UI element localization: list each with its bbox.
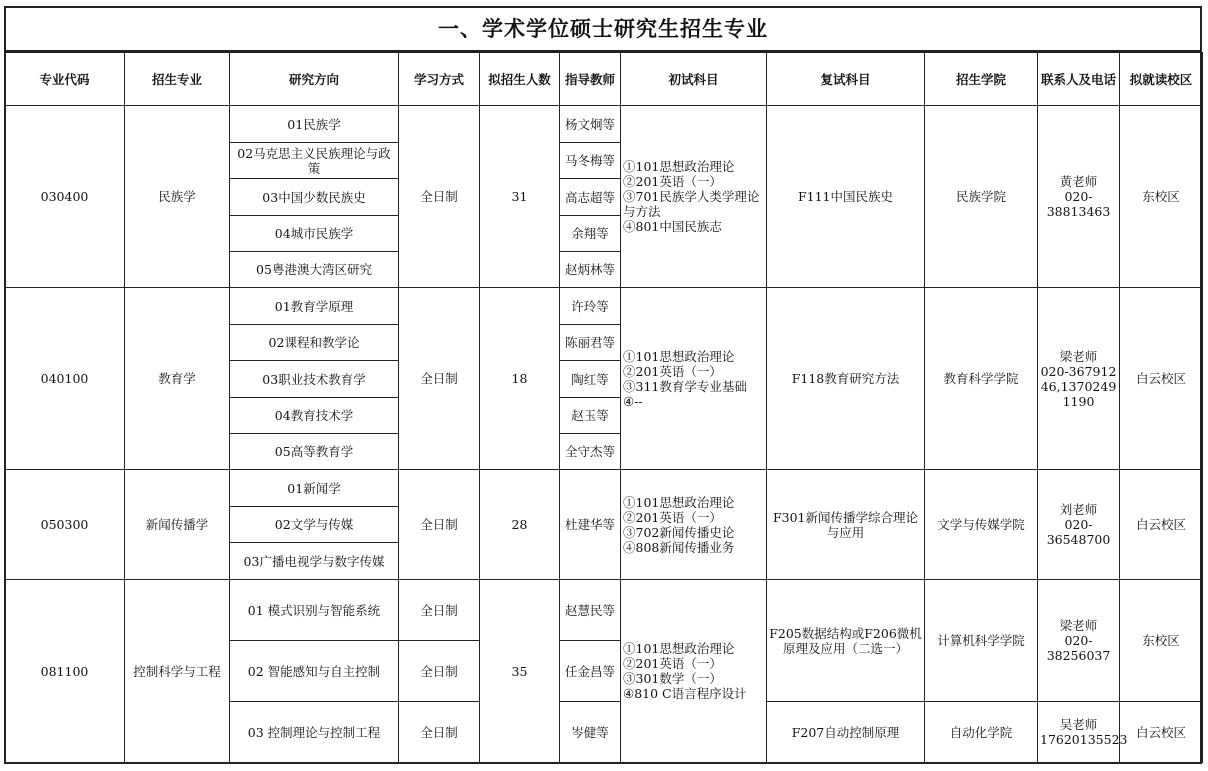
prelim-exams — [621, 288, 767, 470]
header-mode: 学习方式 — [399, 53, 480, 106]
study-mode: 全日制 — [399, 470, 480, 580]
header-row — [5, 53, 1203, 106]
teacher-cell: 赵玉等 — [560, 398, 621, 434]
retest-subject: F111中国民族史 — [767, 106, 925, 288]
contact-name: 吴老师 — [1059, 717, 1098, 732]
exam-item: ③701民族学人类学理论与方法 — [623, 189, 760, 219]
retest-subject: F118教育研究方法 — [767, 288, 925, 470]
direction-cell: 03 控制理论与控制工程 — [230, 702, 399, 763]
contact-name: 黄老师 — [1059, 174, 1098, 189]
header-contact: 联系人及电话 — [1038, 53, 1120, 106]
contact-name: 梁老师 — [1059, 348, 1098, 364]
exam-item: ①101思想政治理论 — [623, 348, 735, 364]
exam-item: ③301数学（一） — [623, 671, 722, 686]
exam-item: ④-- — [623, 393, 643, 409]
teacher-cell: 赵慧民等 — [560, 580, 621, 641]
direction-cell: 04城市民族学 — [230, 216, 399, 252]
teacher-cell: 马冬梅等 — [560, 143, 621, 179]
exam-item: ①101思想政治理论 — [623, 641, 735, 656]
teacher-cell: 任金昌等 — [560, 641, 621, 702]
contact-phone: 020-38813463 — [1046, 189, 1111, 219]
retest-subject: F205数据结构或F206微机原理及应用（二选一） — [767, 580, 925, 702]
direction-cell: 02课程和教学论 — [230, 325, 399, 361]
header-direction: 研究方向 — [230, 53, 399, 106]
teacher-cell: 高志超等 — [560, 179, 621, 216]
direction-cell: 05高等教育学 — [230, 434, 399, 470]
college: 教育科学学院 — [925, 288, 1038, 470]
contact — [1038, 470, 1120, 580]
college: 民族学院 — [925, 106, 1038, 288]
header-campus: 拟就读校区 — [1120, 53, 1203, 106]
exam-item: ②201英语（一） — [623, 656, 722, 671]
header-retest: 复试科目 — [767, 53, 925, 106]
header-teacher: 指导教师 — [560, 53, 621, 106]
direction-cell: 01 模式识别与智能系统 — [230, 580, 399, 641]
contact-phone: 020-36791246,13702491190 — [1040, 363, 1117, 409]
page-title: 一、学术学位硕士研究生招生专业 — [4, 6, 1202, 52]
table-row — [5, 106, 1203, 143]
direction-cell: 04教育技术学 — [230, 398, 399, 434]
teacher-cell: 许玲等 — [560, 288, 621, 325]
teacher-cell: 全守杰等 — [560, 434, 621, 470]
direction-cell: 01教育学原理 — [230, 288, 399, 325]
contact — [1038, 702, 1128, 763]
quota: 18 — [480, 288, 560, 470]
direction-cell: 03职业技术教育学 — [230, 361, 399, 398]
contact-name: 刘老师 — [1059, 502, 1098, 517]
header-code: 专业代码 — [5, 53, 125, 106]
retest-subject: F207自动控制原理 — [767, 702, 925, 763]
prelim-exams — [621, 580, 767, 763]
retest-subject: F301新闻传播学综合理论与应用 — [767, 470, 925, 580]
exam-item: ④810 C语言程序设计 — [623, 686, 747, 701]
header-quota: 拟招生人数 — [480, 53, 560, 106]
study-mode: 全日制 — [399, 288, 480, 470]
direction-cell: 03广播电视学与数字传媒 — [230, 543, 399, 580]
campus: 白云校区 — [1120, 702, 1203, 763]
contact — [1038, 580, 1120, 702]
header-prelim: 初试科目 — [621, 53, 767, 106]
college: 文学与传媒学院 — [925, 470, 1038, 580]
exam-item: ④808新闻传播业务 — [623, 539, 735, 555]
major-code: 040100 — [5, 288, 125, 470]
major-name: 民族学 — [125, 106, 230, 288]
direction-cell: 01民族学 — [230, 106, 399, 143]
contact-phone: 020-36548700 — [1046, 517, 1111, 547]
contact-phone: 020-38256037 — [1046, 633, 1111, 663]
exam-item: ④801中国民族志 — [623, 219, 722, 234]
quota: 35 — [480, 580, 560, 763]
prelim-exams — [621, 106, 767, 288]
exam-item: ②201英语（一） — [623, 509, 722, 525]
exam-item: ③702新闻传播史论 — [623, 524, 735, 540]
header-college: 招生学院 — [925, 53, 1038, 106]
contact-phone: 17620135523 — [1040, 732, 1128, 747]
teacher-cell: 陶红等 — [560, 361, 621, 398]
major-name: 新闻传播学 — [125, 470, 230, 580]
college: 计算机科学学院 — [925, 580, 1038, 702]
exam-item: ②201英语（一） — [623, 174, 722, 189]
teacher-cell: 赵炳林等 — [560, 252, 621, 288]
exam-item: ①101思想政治理论 — [623, 159, 735, 174]
contact-name: 梁老师 — [1059, 618, 1098, 633]
teacher-cell: 杜建华等 — [560, 470, 621, 580]
table-row — [5, 470, 1203, 507]
direction-cell: 05粤港澳大湾区研究 — [230, 252, 399, 288]
direction-cell: 01新闻学 — [230, 470, 399, 507]
campus: 白云校区 — [1120, 288, 1203, 470]
teacher-cell: 杨文炯等 — [560, 106, 621, 143]
study-mode: 全日制 — [399, 580, 480, 641]
direction-cell: 02文学与传媒 — [230, 507, 399, 543]
study-mode: 全日制 — [399, 702, 480, 763]
major-code: 030400 — [5, 106, 125, 288]
major-name: 教育学 — [125, 288, 230, 470]
direction-cell: 02马克思主义民族理论与政策 — [230, 143, 399, 179]
contact — [1038, 106, 1120, 288]
exam-item: ③311教育学专业基础 — [623, 378, 747, 394]
direction-cell: 03中国少数民族史 — [230, 179, 399, 216]
major-code: 081100 — [5, 580, 125, 763]
campus: 东校区 — [1120, 580, 1203, 702]
admissions-table — [4, 52, 1203, 763]
teacher-cell: 岑健等 — [560, 702, 621, 763]
major-code: 050300 — [5, 470, 125, 580]
study-mode: 全日制 — [399, 106, 480, 288]
major-name: 控制科学与工程 — [125, 580, 230, 763]
campus: 白云校区 — [1120, 470, 1203, 580]
table-row — [5, 288, 1203, 325]
quota: 28 — [480, 470, 560, 580]
table-row — [5, 580, 1203, 641]
direction-cell: 02 智能感知与自主控制 — [230, 641, 399, 702]
teacher-cell: 余翔等 — [560, 216, 621, 252]
study-mode: 全日制 — [399, 641, 480, 702]
teacher-cell: 陈丽君等 — [560, 325, 621, 361]
prelim-exams — [621, 470, 767, 580]
exam-item: ①101思想政治理论 — [623, 494, 735, 510]
college: 自动化学院 — [925, 702, 1038, 763]
campus: 东校区 — [1120, 106, 1203, 288]
header-major: 招生专业 — [125, 53, 230, 106]
contact — [1038, 288, 1120, 470]
exam-item: ②201英语（一） — [623, 363, 722, 379]
quota: 31 — [480, 106, 560, 288]
